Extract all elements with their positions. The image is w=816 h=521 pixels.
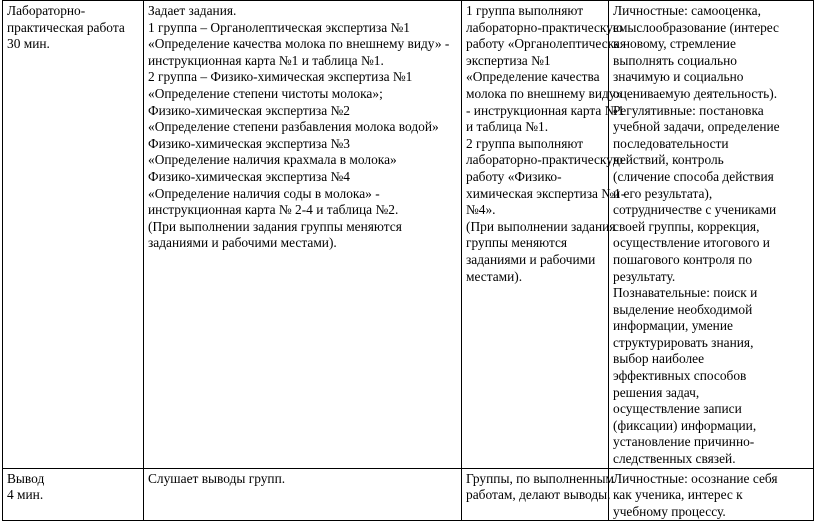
learning-actions-cell xyxy=(609,1,814,469)
table-row-conclusion xyxy=(3,468,814,521)
text-line: осуществление записи xyxy=(613,401,742,417)
text-line: работу «Органолептическая xyxy=(466,36,627,52)
lesson-plan-table xyxy=(2,0,814,521)
text-line: (сличение способа действия xyxy=(613,168,774,184)
student-activity-cell xyxy=(462,468,614,521)
text-line: 4 мин. xyxy=(7,487,44,503)
text-line: результату. xyxy=(613,268,676,284)
teacher-activity-cell xyxy=(144,468,462,521)
text-line: Слушает выводы групп. xyxy=(148,470,286,486)
text-line: работам, делают выводы. xyxy=(466,487,611,503)
text-line: Группы, по выполненным xyxy=(466,470,614,486)
text-line: заданиями и рабочими xyxy=(466,251,596,267)
learning-actions-cell xyxy=(609,468,814,521)
text-line: Лабораторно- xyxy=(7,3,86,18)
text-line: (фиксации) информации, xyxy=(613,417,757,433)
text-line: молока по внешнему виду» xyxy=(466,85,623,101)
text-line: «Определение качества молока по внешнему виду» - xyxy=(148,36,450,52)
table-row-lab-work xyxy=(3,1,814,469)
text-line: Физико-химическая экспертиза №2 xyxy=(148,102,350,118)
text-line: 2 группа выполняют xyxy=(466,135,584,151)
text-line: лабораторно-практическую xyxy=(466,152,623,168)
text-line: лабораторно-практическую xyxy=(466,19,623,35)
text-line: (При выполнении задания группы меняются xyxy=(148,218,402,234)
text-line: к новому, стремление xyxy=(613,36,736,52)
text-line: местами). xyxy=(466,268,523,284)
text-line: как ученика, интерес к xyxy=(613,487,743,503)
text-line: «Определение качества xyxy=(466,69,600,85)
student-activity-cell xyxy=(462,1,627,469)
text-line: инструкционная карта № 2-4 и таблица №2. xyxy=(148,202,399,218)
text-line: Физико-химическая экспертиза №4 xyxy=(148,168,350,184)
text-line: Познавательные: поиск и xyxy=(613,285,758,301)
text-line: выполнять социально xyxy=(613,52,738,68)
text-line: решения задач, xyxy=(613,384,700,400)
teacher-activity-cell xyxy=(144,1,462,469)
text-line: сотрудничестве с учениками xyxy=(613,202,777,218)
text-line: «Определение степени чистоты молока»; xyxy=(148,85,383,101)
text-line: учебной задачи, определение xyxy=(613,119,780,135)
text-line: структурировать знания, xyxy=(613,334,754,350)
text-line: «Определение наличия соды в молока» - xyxy=(148,185,380,201)
text-line: учебному процессу. xyxy=(613,503,726,519)
stage-cell xyxy=(3,1,144,469)
text-line: «Определение наличия крахмала в молока» xyxy=(148,152,397,168)
text-line: смыслообразование (интерес xyxy=(613,19,780,35)
text-line: инструкционная карта №1 и таблица №1. xyxy=(148,52,384,68)
text-line: своей группы, коррекция, xyxy=(613,218,760,234)
text-line: - инструкционная карта №1 xyxy=(466,102,625,118)
text-line: группы меняются xyxy=(466,235,568,251)
text-line: Личностные: самооценка, xyxy=(613,3,761,18)
text-line: Вывод xyxy=(7,470,45,486)
text-line: 2 группа – Физико-химическая экспертиза №1 xyxy=(148,69,413,85)
text-line: Физико-химическая экспертиза №3 xyxy=(148,135,350,151)
text-line: 30 мин. xyxy=(7,36,50,52)
text-line: установление причинно- xyxy=(613,434,755,450)
text-line: «Определение степени разбавления молока водой» xyxy=(148,119,439,135)
text-line: химическая экспертиза №1- xyxy=(466,185,626,201)
text-line: и таблица №1. xyxy=(466,119,549,135)
text-line: действий, контроль xyxy=(613,152,724,168)
text-line: заданиями и рабочими местами). xyxy=(148,235,337,251)
text-line: №4». xyxy=(466,202,496,218)
text-line: Регулятивные: постановка xyxy=(613,102,764,118)
text-line: осуществление итогового и xyxy=(613,235,770,251)
text-line: выделение необходимой xyxy=(613,301,753,317)
text-line: работу «Физико- xyxy=(466,168,562,184)
text-line: практическая работа xyxy=(7,19,125,35)
text-line: информации, умение xyxy=(613,318,733,334)
stage-cell xyxy=(3,468,144,521)
text-line: пошагового контроля по xyxy=(613,251,753,267)
text-line: эффективных способов xyxy=(613,368,747,384)
text-line: Задает задания. xyxy=(148,3,237,18)
text-line: выбор наиболее xyxy=(613,351,705,367)
text-line: 1 группа выполняют xyxy=(466,3,584,18)
text-line: 1 группа – Органолептическая экспертиза №1 xyxy=(148,19,410,35)
text-line: Личностные: осознание себя xyxy=(613,470,778,486)
text-line: следственных связей. xyxy=(613,451,736,467)
text-line: последовательности xyxy=(613,135,729,151)
text-line: оцениваемую деятельность). xyxy=(613,85,778,101)
text-line: (При выполнении задания xyxy=(466,218,616,234)
text-line: значимую и социально xyxy=(613,69,744,85)
text-line: и его результата), xyxy=(613,185,713,201)
text-line: экспертиза №1 xyxy=(466,52,551,68)
